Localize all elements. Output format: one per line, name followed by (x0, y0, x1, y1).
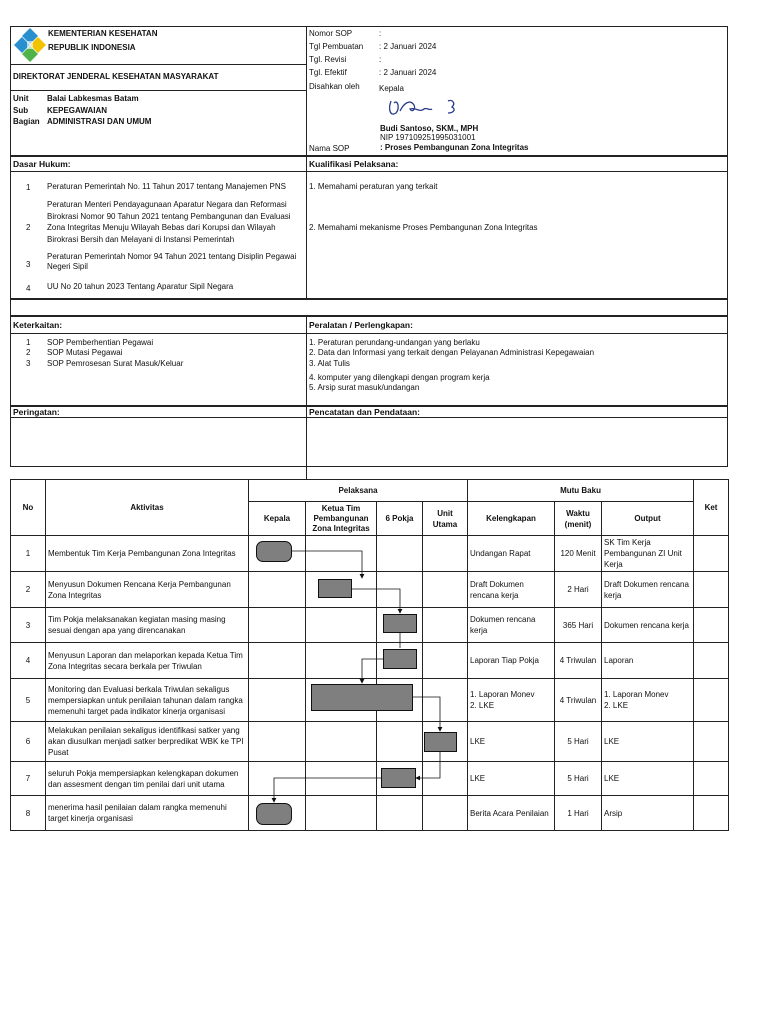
cell-pokja (377, 536, 423, 572)
table-row (11, 572, 729, 608)
creation-date-value: : 2 Januari 2024 (379, 42, 437, 51)
ministry-name-line2: REPUBLIK INDONESIA (48, 43, 136, 52)
row-activity: Tim Pokja melaksanakan kegiatan masing masing sesuai dengan apa yang direncanakan (46, 608, 249, 643)
col-note-header: Ket (694, 480, 729, 536)
legal-basis-no-2: 2 (26, 223, 31, 232)
legal-basis-text-2: Peraturan Menteri Pendayagunaan Aparatur Negara dan Reformasi Birokrasi Nomor 90 Tahun 2021 tentang Pembangunan dan Evaluasi Zona Integritas Menuju Wilayah Bebas dari Korupsi dan Wilayah Birokrasi Bersih dan Melayani di Instansi Pemerintah (47, 200, 291, 244)
row-time: 4 Triwulan (555, 679, 602, 722)
cell-pokja (377, 722, 423, 762)
legal-basis-text-3: Peraturan Pemerintah Nomor 94 Tahun 2021 tentang Disiplin Pegawai Negeri Sipil (47, 252, 297, 271)
row-note (694, 679, 729, 722)
row-note (694, 536, 729, 572)
related-sop-no-1: 1 (26, 338, 31, 347)
col-completeness-header: Kelengkapan (468, 502, 555, 536)
row-no: 8 (11, 796, 46, 831)
sop-number-value: : (379, 29, 382, 38)
table-row (11, 643, 729, 679)
row-no: 1 (11, 536, 46, 572)
row-no: 2 (11, 572, 46, 608)
table-row (11, 796, 729, 831)
row-completeness: Berita Acara Penilaian (468, 796, 555, 831)
table-row (11, 722, 729, 762)
warning-title-rule (10, 417, 728, 418)
cell-main-unit (423, 762, 468, 796)
legal-basis-no-4: 4 (26, 284, 31, 293)
cell-team-lead (306, 608, 377, 643)
col-head-header: Kepala (249, 502, 306, 536)
related-sop-text-2: SOP Mutasi Pegawai (47, 348, 123, 357)
effective-date-label: Tgl. Efektif (309, 68, 347, 77)
row-completeness: Draft Dokumen rencana kerja (468, 572, 555, 608)
approved-by-label: Disahkan oleh (309, 82, 360, 91)
row-note (694, 608, 729, 643)
cell-team-lead (306, 762, 377, 796)
cell-head (249, 572, 306, 608)
approved-by-value: Kepala (379, 84, 404, 93)
bagian-label: Bagian (13, 117, 40, 126)
equipment-item-4: 4. komputer yang dilengkapi dengan program kerja (309, 373, 490, 382)
row-activity: Monitoring dan Evaluasi berkala Triwulan sekaligus mempersiapkan untuk penilaian tahunan dalam rangka memenuhi target pada indikator kinerja organisasi (46, 679, 249, 722)
effective-date-value: : 2 Januari 2024 (379, 68, 437, 77)
qualification-item-1: 1. Memahami peraturan yang terkait (309, 182, 438, 191)
row-activity: seluruh Pokja mempersiapkan kelengkapan dokumen dan assesment dengan tim penilai dari unit utama (46, 762, 249, 796)
legal-basis-no-1: 1 (26, 183, 31, 192)
legal-basis-title-rule (10, 171, 728, 172)
flow-step-5-process (311, 684, 413, 711)
equipment-item-1: 1. Peraturan perundang-undangan yang berlaku (309, 338, 480, 347)
warning-divider-tail (306, 467, 307, 479)
revision-date-value: : (379, 55, 382, 64)
cell-main-unit (423, 608, 468, 643)
row-activity: Membentuk Tim Kerja Pembangunan Zona Integritas (46, 536, 249, 572)
cell-head (249, 643, 306, 679)
table-row (11, 762, 729, 796)
row-note (694, 643, 729, 679)
qualification-title: Kualifikasi Pelaksana: (309, 159, 399, 169)
row-completeness: Undangan Rapat (468, 536, 555, 572)
row-time: 2 Hari (555, 572, 602, 608)
flow-table (10, 479, 729, 831)
flow-start-terminator (256, 541, 292, 562)
flow-step-7-process (381, 768, 416, 788)
row-output: SK Tim Kerja Pembangunan ZI Unit Kerja (602, 536, 694, 572)
row-activity: Menyusun Dokumen Rencana Kerja Pembangunan Zona Integritas (46, 572, 249, 608)
related-sop-text-1: SOP Pemberhentian Pegawai (47, 338, 154, 347)
equipment-title: Peralatan / Perlengkapan: (309, 320, 413, 330)
sub-value: KEPEGAWAIAN (47, 106, 108, 115)
row-no: 7 (11, 762, 46, 796)
row-completeness: Dokumen rencana kerja (468, 608, 555, 643)
cell-main-unit (423, 796, 468, 831)
related-sop-no-2: 2 (26, 348, 31, 357)
creation-date-label: Tgl Pembuatan (309, 42, 364, 51)
table-row (11, 608, 729, 643)
row-activity: Menyusun Laporan dan melaporkan kepada Ketua Tim Zona Integritas secara berkala per Triwulan (46, 643, 249, 679)
ministry-name-line1: KEMENTERIAN KESEHATAN (48, 29, 158, 38)
related-divider (306, 316, 307, 406)
cell-main-unit (423, 572, 468, 608)
row-note (694, 572, 729, 608)
related-title-rule (10, 333, 728, 334)
related-sop-text-3: SOP Pemrosesan Surat Masuk/Keluar (47, 359, 184, 368)
sop-name-value: : Proses Pembangunan Zona Integritas (380, 143, 529, 152)
qualification-item-2: 2. Memahami mekanisme Proses Pembangunan Zona Integritas (309, 223, 538, 232)
flow-end-terminator (256, 803, 292, 825)
row-completeness: 1. Laporan Monev 2. LKE (468, 679, 555, 722)
table-row (11, 536, 729, 572)
sop-name-label: Nama SOP (309, 144, 350, 153)
cell-pokja (377, 572, 423, 608)
flow-step-4-process (383, 649, 417, 669)
row-time: 120 Menit (555, 536, 602, 572)
col-quality-header: Mutu Baku (468, 480, 694, 502)
cell-pokja (377, 796, 423, 831)
row-output: Arsip (602, 796, 694, 831)
cell-main-unit (423, 643, 468, 679)
related-sop-title: Keterkaitan: (13, 320, 63, 330)
cell-team-lead (306, 796, 377, 831)
row-output: LKE (602, 722, 694, 762)
row-output: LKE (602, 762, 694, 796)
bagian-value: ADMINISTRASI DAN UMUM (47, 117, 152, 126)
signer-nip: NIP 197109251995031001 (380, 133, 476, 142)
legal-basis-text-1: Peraturan Pemerintah No. 11 Tahun 2017 tentang Manajemen PNS (47, 182, 286, 191)
row-no: 5 (11, 679, 46, 722)
row-activity: Melakukan penilaian sekaligus identifikasi satker yang akan diusulkan menjadi satker berpredikat WBK ke TPI Pusat (46, 722, 249, 762)
spacer-row (10, 299, 728, 316)
row-output: Laporan (602, 643, 694, 679)
col-no-header: No (11, 480, 46, 536)
cell-head (249, 679, 306, 722)
row-output: 1. Laporan Monev 2. LKE (602, 679, 694, 722)
col-team-lead-header: Ketua Tim Pembangunan Zona Integritas (306, 502, 377, 536)
equipment-item-3: 3. Alat Tulis (309, 359, 350, 368)
row-no: 6 (11, 722, 46, 762)
flow-step-2-process (318, 579, 352, 598)
legal-basis-text-4: UU No 20 tahun 2023 Tentang Aparatur Sipil Negara (47, 282, 234, 291)
sop-number-label: Nomor SOP (309, 29, 353, 38)
row-no: 4 (11, 643, 46, 679)
directorate-name: DIREKTORAT JENDERAL KESEHATAN MASYARAKAT (13, 72, 219, 81)
legal-basis-no-3: 3 (26, 260, 31, 269)
col-executor-header: Pelaksana (249, 480, 468, 502)
flow-step-6-process (424, 732, 457, 752)
col-output-header: Output (602, 502, 694, 536)
row-note (694, 722, 729, 762)
cell-main-unit (423, 679, 468, 722)
cell-head (249, 608, 306, 643)
signer-name: Budi Santoso, SKM., MPH (380, 124, 479, 133)
related-sop-no-3: 3 (26, 359, 31, 368)
row-completeness: LKE (468, 722, 555, 762)
cell-main-unit (423, 536, 468, 572)
row-time: 365 Hari (555, 608, 602, 643)
equipment-item-2: 2. Data dan Informasi yang terkait dengan Pelayanan Administrasi Kepegawaian (309, 348, 595, 357)
revision-date-label: Tgl. Revisi (309, 55, 347, 64)
cell-head (249, 762, 306, 796)
warning-divider (306, 406, 307, 467)
unit-value: Balai Labkesmas Batam (47, 94, 139, 103)
row-time: 1 Hari (555, 796, 602, 831)
row-activity: menerima hasil penilaian dalam rangka memenuhi target kinerja organisasi (46, 796, 249, 831)
ministry-logo-icon (13, 27, 47, 63)
col-activity-header: Aktivitas (46, 480, 249, 536)
header-rule-1 (10, 64, 306, 65)
cell-team-lead (306, 722, 377, 762)
row-time: 5 Hari (555, 722, 602, 762)
row-completeness: Laporan Tiap Pokja (468, 643, 555, 679)
records-title: Pencatatan dan Pendataan: (309, 407, 421, 417)
header-rule-2 (10, 90, 306, 91)
row-completeness: LKE (468, 762, 555, 796)
row-note (694, 762, 729, 796)
cell-team-lead (306, 643, 377, 679)
cell-head (249, 722, 306, 762)
row-note (694, 796, 729, 831)
sub-label: Sub (13, 106, 29, 115)
col-main-unit-header: Unit Utama (423, 502, 468, 536)
cell-team-lead (306, 536, 377, 572)
row-time: 5 Hari (555, 762, 602, 796)
warning-title: Peringatan: (13, 407, 60, 417)
row-no: 3 (11, 608, 46, 643)
equipment-item-5: 5. Arsip surat masuk/undangan (309, 383, 420, 392)
header-divider (306, 26, 307, 156)
unit-label: Unit (13, 94, 29, 103)
col-time-header: Waktu (menit) (555, 502, 602, 536)
legal-basis-title: Dasar Hukum: (13, 159, 71, 169)
row-output: Dokumen rencana kerja (602, 608, 694, 643)
legal-basis-divider (306, 156, 307, 299)
row-time: 4 Triwulan (555, 643, 602, 679)
row-output: Draft Dokumen rencana kerja (602, 572, 694, 608)
signature-icon (386, 93, 466, 121)
flow-step-3-process (383, 614, 417, 633)
col-pokja-header: 6 Pokja (377, 502, 423, 536)
